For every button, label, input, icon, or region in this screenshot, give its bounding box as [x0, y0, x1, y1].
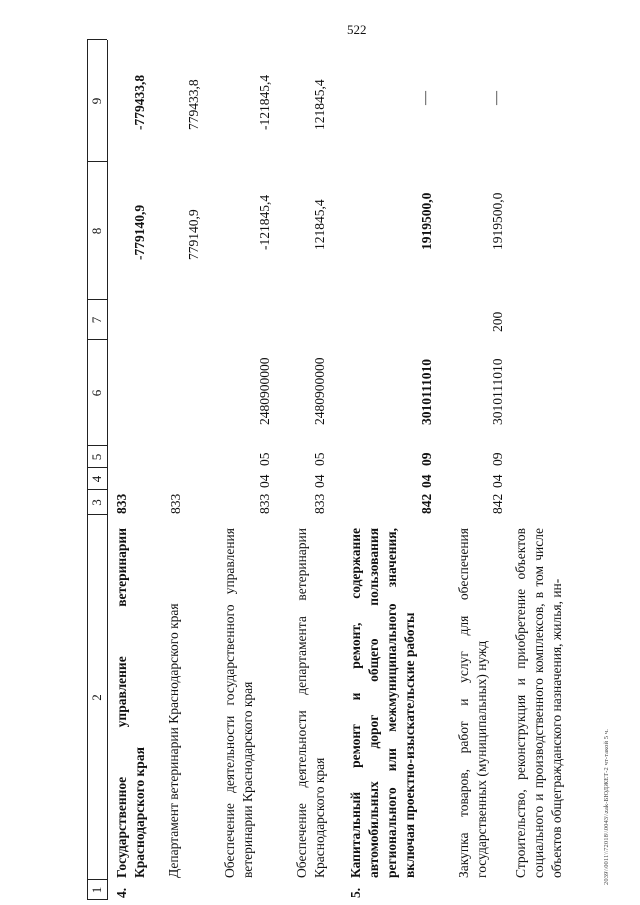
header-col-6: 6	[89, 389, 104, 397]
cell-c3: 833	[257, 493, 272, 514]
row-name: Государственное управление ветеринарии Краснодарского края	[114, 528, 147, 878]
header-col-7: 7	[89, 316, 104, 324]
header-col-5: 5	[89, 453, 104, 461]
rotated-table	[87, 40, 507, 900]
cell-c8: 1919500,0	[490, 192, 505, 250]
cell-c9: 121845,4	[312, 79, 327, 130]
cell-c3: 833	[114, 493, 129, 514]
cell-c5: 09	[419, 452, 434, 466]
cell-c5: 09	[490, 452, 505, 466]
row-name: Департамент ветеринарии Краснодарского края	[166, 603, 181, 878]
page-number: 522	[347, 22, 367, 37]
cell-c7: 200	[490, 311, 505, 332]
row-name: Строительство, реконструкция и приобретение объектов социального и производственного комплексов, в том числе объектов общегражданского назначения, жилья, ин-	[513, 528, 564, 878]
row-name: Капитальный ремонт и ремонт, содержание автомобильных дорог общего пользования регионального или межмуниципального значения, включая проектно-изыскательские работы	[348, 528, 417, 878]
cell-c5: 05	[312, 452, 327, 466]
side-note: 2039\\0011\\72018\\0043\\zak-БЮДЖЕТ-2 чт-такой 5 ч.	[603, 729, 610, 885]
header-col-1: 1	[89, 886, 104, 894]
header-col-3: 3	[89, 499, 104, 506]
header-col-2: 2	[89, 694, 104, 701]
row-name: Обеспечение деятельности департамента ветеринарии Краснодарского края	[294, 528, 327, 878]
cell-c4: 04	[312, 474, 327, 488]
cell-c5: 05	[257, 452, 272, 466]
header-col-9: 9	[89, 97, 104, 105]
cell-c3: 833	[312, 493, 327, 514]
header-col-4: 4	[89, 475, 104, 483]
header-top-line	[87, 40, 88, 900]
cell-c3: 833	[168, 493, 183, 514]
cell-c6: 2480900000	[257, 357, 272, 425]
cell-c8: 121845,4	[312, 199, 327, 250]
cell-c8: -121845,4	[257, 194, 272, 250]
cell-c9: -121845,4	[257, 74, 272, 130]
cell-c6: 3010111010	[490, 358, 505, 425]
row-name: Закупка товаров, работ и услуг для обеспечения государственных (муниципальных) нужд	[456, 528, 489, 878]
header-col-8: 8	[89, 227, 104, 235]
header-bottom-line	[107, 40, 108, 900]
cell-c6: 3010111010	[419, 358, 434, 425]
row-number: 4.	[114, 887, 129, 898]
cell-c3: 842	[490, 493, 505, 514]
table-frame	[87, 40, 507, 900]
cell-c3: 842	[419, 493, 434, 514]
cell-c9: -779433,8	[132, 74, 147, 130]
cell-c4: 04	[257, 474, 272, 488]
cell-c8: 1919500,0	[419, 192, 434, 250]
cell-c8: -779140,9	[132, 204, 147, 260]
cell-c9-dash: —	[489, 91, 504, 105]
cell-c9: 779433,8	[186, 79, 201, 130]
cell-c4: 04	[419, 474, 434, 488]
continued-row	[510, 528, 620, 900]
row-number: 5.	[348, 887, 363, 898]
cell-c8: 779140,9	[186, 209, 201, 260]
cell-c4: 04	[490, 474, 505, 488]
cell-c6: 2480900000	[312, 357, 327, 425]
cell-c9-dash: —	[418, 91, 433, 105]
row-name: Обеспечение деятельности государственного управления ветеринарии Краснодарского края	[222, 528, 255, 878]
